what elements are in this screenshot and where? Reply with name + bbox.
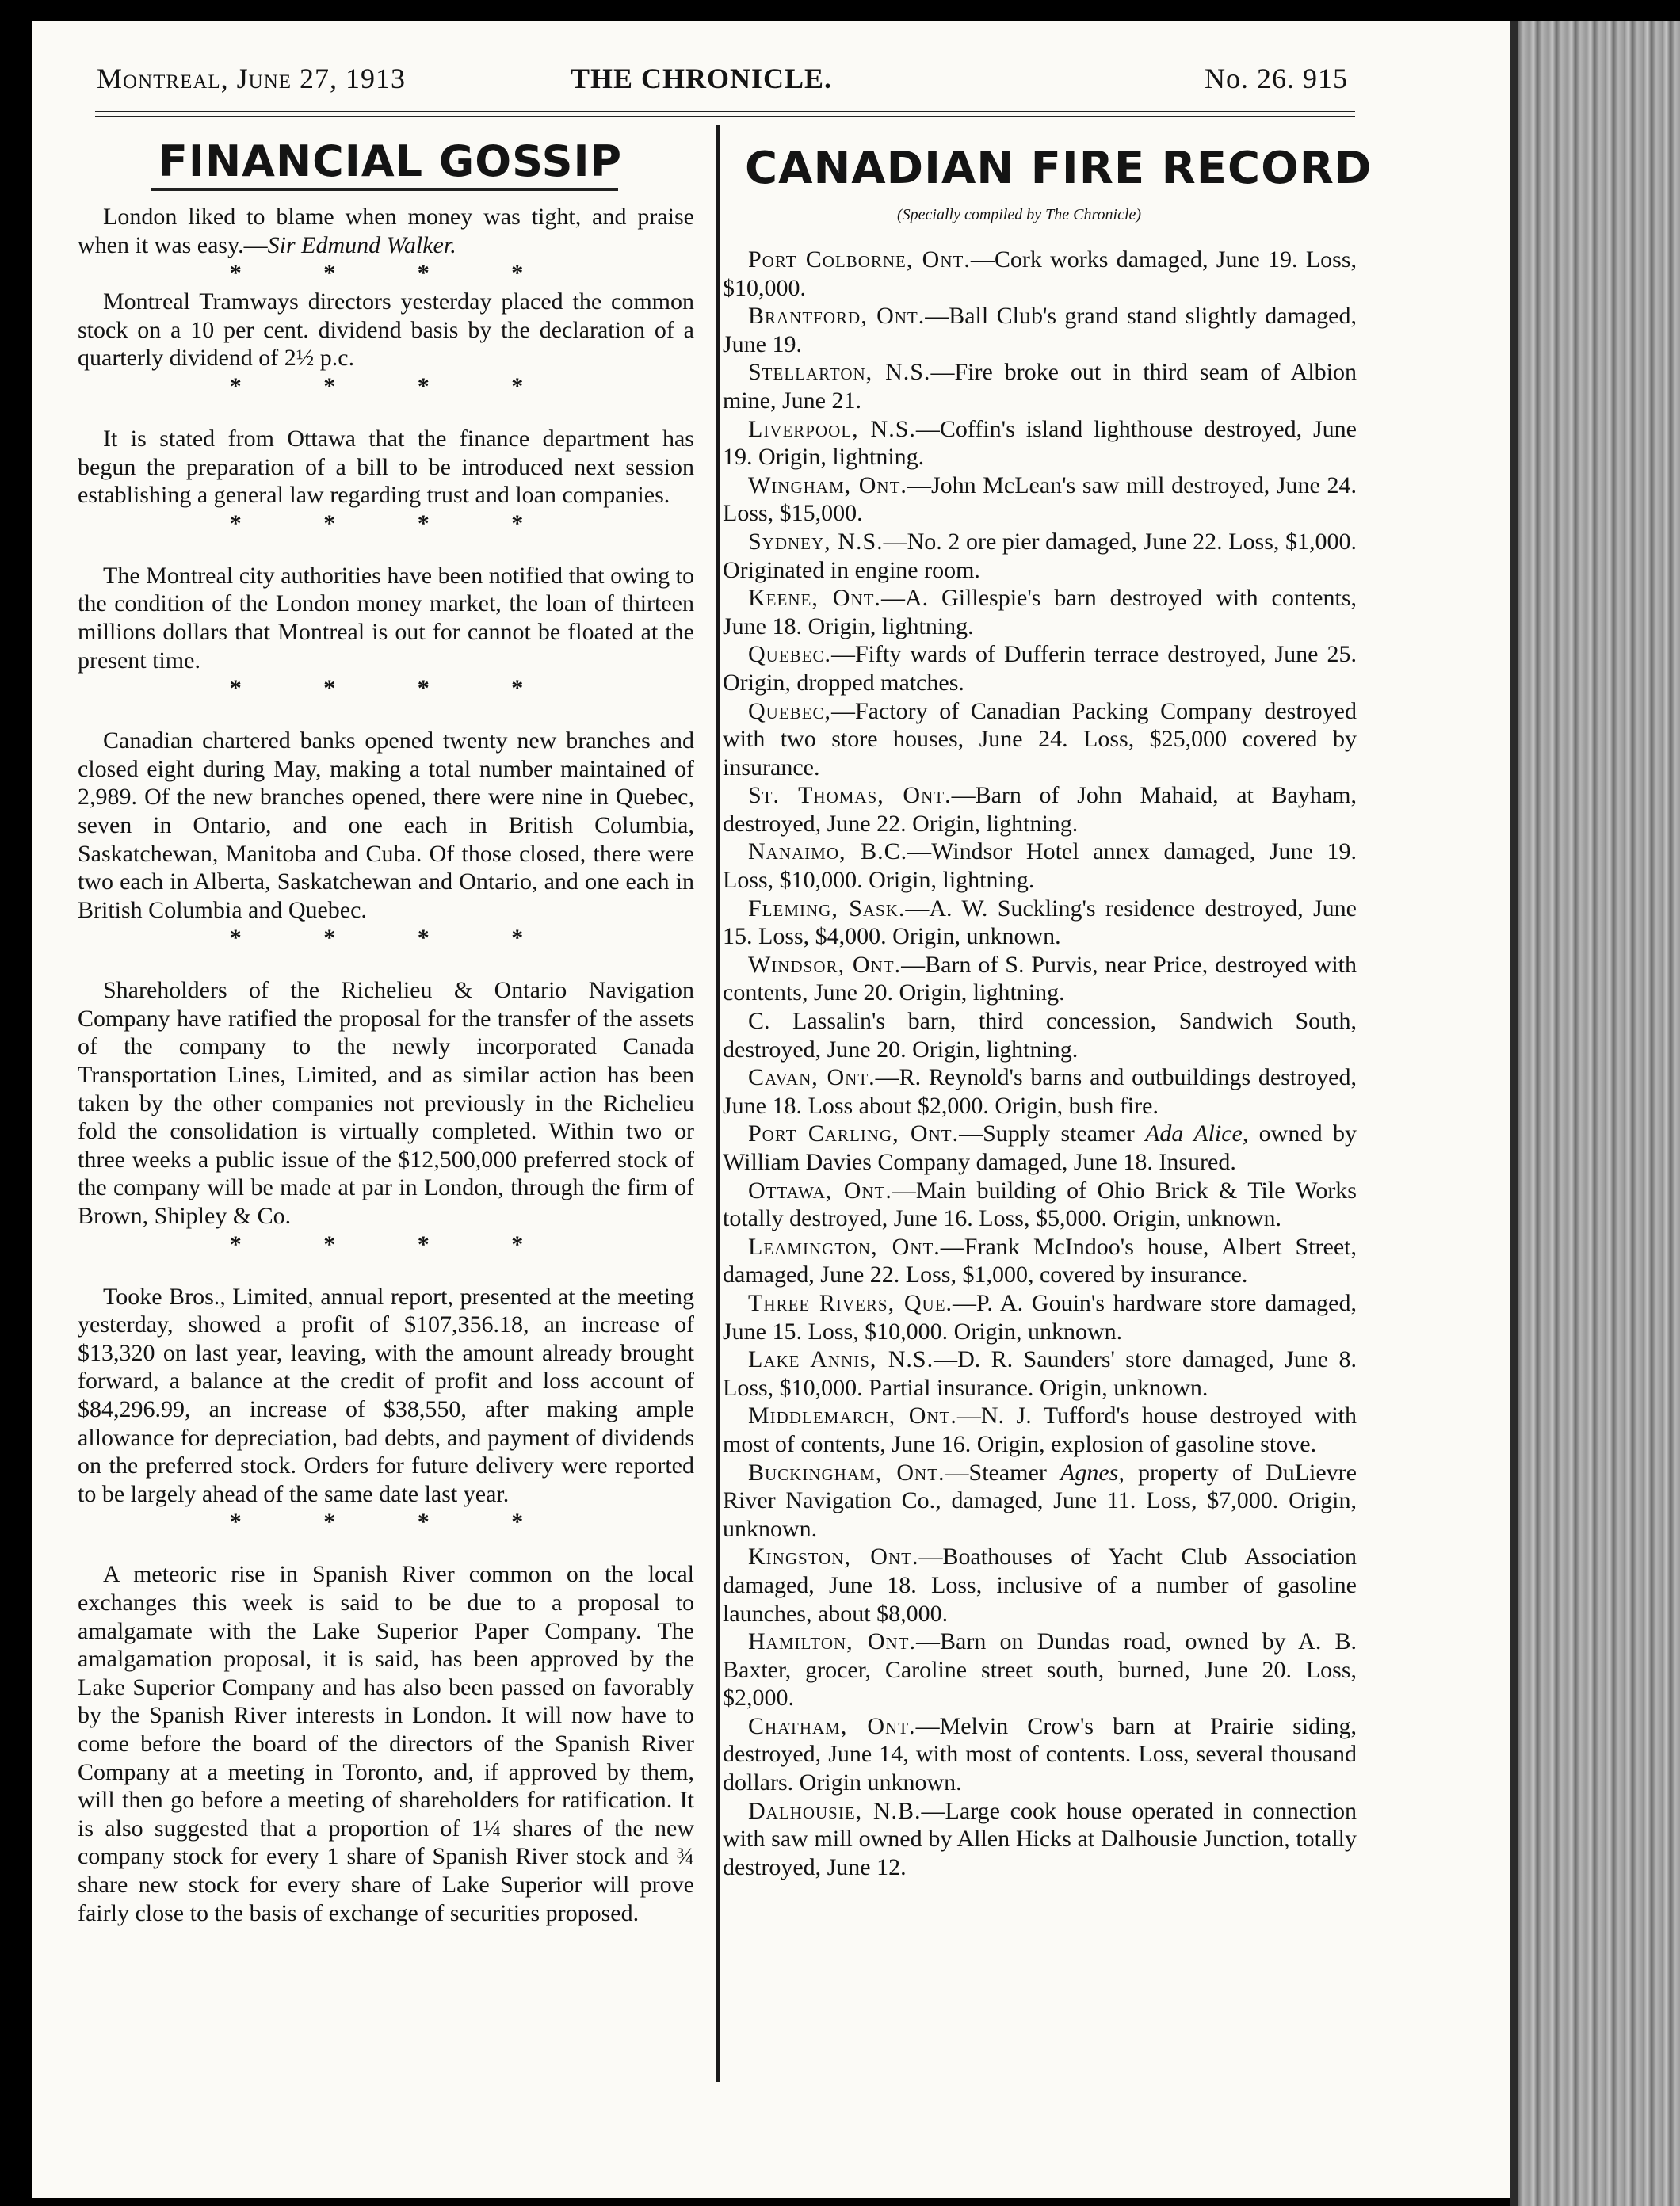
paragraph-gap — [78, 401, 694, 425]
fire-entry-place: Brantford, Ont. — [748, 303, 926, 330]
fire-entry — [723, 640, 1357, 697]
financial-gossip-column — [78, 203, 694, 1927]
gossip-text: It is stated from Ottawa that the finance department has begun the preparation of a bill to be introduced next session establishing a general law regarding trust and loan companies. — [78, 425, 694, 509]
paragraph-gap — [78, 538, 694, 562]
fire-entry-text: —Barn on Dundas road, owned by A. B. Baxter, grocer, Caroline street south, burned, June 20. Loss, $2,000. — [723, 1628, 1357, 1712]
gossip-text: Tooke Bros., Limited, annual report, presented at the meeting yesterday, showed a profit of $107,356.18, an increase of $13,320 on last year, leaving, with the amount already brought forward, a balance at the credit of profit and loss account of $84,296.99, an increase of $38,550, after making ample allowance for depreciation, bad debts, and payment of dividends on the preferred stock. Orders for future delivery were reported to be largely ahead of the same date last year. — [78, 1283, 694, 1507]
fire-entry — [723, 415, 1357, 471]
dateline: Montreal, June 27, 1913 — [97, 63, 407, 94]
fire-entry-place: Dalhousie, N.B. — [748, 1797, 922, 1824]
gossip-text: London liked to blame when money was tight, and praise when it was easy.— — [78, 204, 694, 258]
fire-entry-text: —Steamer — [945, 1459, 1061, 1486]
fire-record-column — [723, 246, 1357, 1881]
fire-entry — [723, 1233, 1357, 1289]
column-divider — [716, 125, 720, 2082]
fire-entry-place: Quebec, — [748, 697, 831, 724]
fire-entry-text: —Barn of S. Purvis, near Price, destroyed with contents, June 20. Origin, lightning. — [723, 951, 1357, 1006]
fire-entry-place: Port Colborne, Ont. — [748, 246, 971, 273]
fire-entry — [723, 584, 1357, 640]
fire-entry-place: Wingham, Ont. — [748, 471, 907, 498]
fire-entry-text: —N. J. Tufford's house destroyed with most of contents, June 16. Origin, explosion of gasoline stove. — [723, 1403, 1357, 1457]
paragraph-gap — [78, 1536, 694, 1560]
gossip-paragraph — [78, 1283, 694, 1509]
fire-entry-place: Kingston, Ont. — [748, 1544, 919, 1571]
fire-entry — [723, 1120, 1357, 1176]
fire-entry — [723, 697, 1357, 782]
fire-entry-text: C. Lassalin's barn, third concession, Sandwich South, destroyed, June 20. Origin, lightning. — [723, 1008, 1357, 1063]
section-separator-stars: * * * * — [229, 675, 562, 702]
fire-entry-text: —Frank McIndoo's house, Albert Street, damaged, June 22. Loss, $1,000, covered by insurance. — [723, 1233, 1357, 1288]
gossip-text: A meteoric rise in Spanish River common on the local exchanges this week is said to be due to a proposal to amalgamate with the Lake Superior Paper Company. The amalgamation proposal, it is said, has been approved by the Lake Superior Company and has also been passed on favorably by the Spanish River interests in London. It will now have to come before the board of the directors of the Spanish River Company at a meeting in Toronto, and, if approved by them, will then go before a meeting of shareholders for ratification. It is also suggested that a proportion of 1¼ shares of the new company stock for every 1 share of Spanish River stock and ¾ share new stock for every share of Lake Superior will prove fairly close to the basis of exchange of securities proposed. — [78, 1561, 694, 1926]
section-separator-stars: * * * * — [229, 1231, 562, 1258]
section-separator-stars: * * * * — [229, 1509, 562, 1536]
fire-entry — [723, 302, 1357, 358]
fire-entry-place: Lake Annis, N.S. — [748, 1346, 934, 1373]
gossip-attribution: Sir Edmund Walker. — [267, 231, 456, 258]
gossip-paragraph — [78, 1560, 694, 1927]
fire-entry-text: —Main building of Ohio Brick & Tile Works totally destroyed, June 16. Loss, $5,000. Origin, unknown. — [723, 1177, 1357, 1232]
fire-entry-place: Quebec. — [748, 641, 831, 668]
gossip-paragraph — [78, 976, 694, 1230]
fire-entry-text: —D. R. Saunders' store damaged, June 8. Loss, $10,000. Partial insurance. Origin, unknown. — [723, 1346, 1357, 1401]
fire-entry-text: —A. Gillespie's barn destroyed with contents, June 18. Origin, lightning. — [723, 585, 1357, 639]
fire-entry-place: Sydney, N.S. — [748, 528, 884, 555]
fire-entry — [723, 838, 1357, 894]
fire-entry — [723, 471, 1357, 528]
fire-entry-place: Hamilton, Ont. — [748, 1628, 917, 1655]
gossip-paragraph — [78, 203, 694, 259]
gossip-text: The Montreal city authorities have been notified that owing to the condition of the London money market, the loan of thirteen millions dollars that Montreal is out for cannot be floated at the present time. — [78, 562, 694, 674]
fire-entry-text: —No. 2 ore pier damaged, June 22. Loss, $1,000. Originated in engine room. — [723, 528, 1357, 583]
fire-entry — [723, 895, 1357, 951]
fire-entry-text: —Boathouses of Yacht Club Association damaged, June 18. Loss, inclusive of a number of gasoline launches, about $8,000. — [723, 1544, 1357, 1627]
gossip-paragraph — [78, 727, 694, 924]
fire-entry-text: —Melvin Crow's barn at Prairie siding, destroyed, June 14, with most of contents. Loss, several thousand dollars. Origin unknown. — [723, 1712, 1357, 1796]
section-separator-stars: * * * * — [229, 372, 562, 399]
fire-entry-place: Port Carling, Ont. — [748, 1120, 960, 1147]
fire-entry — [723, 781, 1357, 838]
vessel-name: Ada Alice, — [1145, 1120, 1249, 1147]
paragraph-gap — [78, 1259, 694, 1283]
fire-entry — [723, 1177, 1357, 1233]
gossip-text: Canadian chartered banks opened twenty new branches and closed eight during May, making a total number maintained of 2,989. Of the new branches opened, there were nine in Quebec, seven in Ontario, and one each in British Columbia, Saskatchewan, Manitoba and Cuba. Of those closed, there were two each in Alberta, Saskatchewan and Ontario, and one each in British Columbia and Quebec. — [78, 727, 694, 923]
fire-entry-text: —P. A. Gouin's hardware store damaged, June 15. Loss, $10,000. Origin, unknown. — [723, 1289, 1357, 1345]
gossip-text: Montreal Tramways directors yesterday placed the common stock on a 10 per cent. dividend basis by the declaration of a quarterly dividend of 2½ p.c. — [78, 288, 694, 372]
fire-entry — [723, 1007, 1357, 1063]
fire-entry-text: —Large cook house operated in connection with saw mill owned by Allen Hicks at Dalhousie Junction, totally destroyed, June 12. — [723, 1797, 1357, 1880]
fire-entry-text: —Coffin's island lighthouse destroyed, June 19. Origin, lightning. — [723, 415, 1357, 471]
fire-entry-place: St. Thomas, Ont. — [748, 782, 952, 809]
fire-entry-text: —Barn of John Mahaid, at Bayham, destroyed, June 22. Origin, lightning. — [723, 782, 1357, 837]
fire-entry-text: —John McLean's saw mill destroyed, June 24. Loss, $15,000. — [723, 471, 1357, 527]
fire-entry — [723, 1712, 1357, 1797]
fire-entry-text: —A. W. Suckling's residence destroyed, June 15. Loss, $4,000. Origin, unknown. — [723, 895, 1357, 950]
section-separator-stars: * * * * — [229, 925, 562, 952]
fire-entry-text: —Factory of Canadian Packing Company destroyed with two store houses, June 24. Loss, $25,000 covered by insurance. — [723, 697, 1357, 780]
fire-entry — [723, 528, 1357, 584]
fire-entry-place: Liverpool, N.S. — [748, 415, 916, 442]
fire-entry-place: Windsor, Ont. — [748, 951, 902, 978]
fire-entry-text: —Windsor Hotel annex damaged, June 19. Loss, $10,000. Origin, lightning. — [723, 838, 1357, 894]
paragraph-gap — [78, 703, 694, 727]
fire-entry-place: Keene, Ont. — [748, 585, 881, 612]
fire-entry — [723, 951, 1357, 1007]
fire-entry-place: Chatham, Ont. — [748, 1712, 916, 1739]
fire-entry-text-cont: property of DuLievre River Navigation Co., damaged, June 11. Loss, $7,000. Origin, unknown. — [723, 1459, 1357, 1542]
fire-entry — [723, 1459, 1357, 1544]
fire-entry-text: —Ball Club's grand stand slightly damaged, June 19. — [723, 303, 1357, 357]
fire-entry-text: —Cork works damaged, June 19. Loss, $10,000. — [723, 246, 1357, 301]
fire-entry-text: —Fifty wards of Dufferin terrace destroyed, June 25. Origin, dropped matches. — [723, 641, 1357, 696]
issue-page-number: No. 26. 915 — [1205, 63, 1348, 94]
page-shadow — [1510, 21, 1518, 2206]
publication-name: THE CHRONICLE. — [571, 63, 833, 94]
fire-entry-place: Middlemarch, Ont. — [748, 1403, 957, 1429]
fire-entry — [723, 1797, 1357, 1882]
fire-entry-place: Stellarton, N.S. — [748, 359, 931, 386]
fire-entry-place: Buckingham, Ont. — [748, 1459, 945, 1486]
book-page-edges — [1510, 21, 1680, 2206]
fire-entry-place: Leamington, Ont. — [748, 1233, 941, 1260]
fire-entry-place: Ottawa, Ont. — [748, 1177, 892, 1204]
fire-entry — [723, 1063, 1357, 1120]
fire-entry — [723, 1543, 1357, 1628]
financial-gossip-title: FINANCIAL GOSSIP — [158, 136, 623, 186]
fire-entry — [723, 1402, 1357, 1458]
gossip-paragraph — [78, 562, 694, 674]
gossip-paragraph — [78, 425, 694, 510]
title-underline — [151, 188, 618, 191]
fire-entry — [723, 1345, 1357, 1402]
paragraph-gap — [78, 952, 694, 976]
fire-record-subtitle: (Specially compiled by The Chronicle) — [897, 206, 1142, 223]
fire-entry — [723, 358, 1357, 414]
fire-entry-text-cont: owned by William Davies Company damaged, June 18. Insured. — [723, 1120, 1357, 1175]
fire-entry-place: Three Rivers, Que. — [748, 1289, 953, 1316]
vessel-name: Agnes, — [1060, 1459, 1124, 1486]
fire-entry-text: —R. Reynold's barns and outbuildings destroyed, June 18. Loss about $2,000. Origin, bush fire. — [723, 1064, 1357, 1119]
fire-entry-place: Cavan, Ont. — [748, 1064, 876, 1091]
fire-entry-place: Fleming, Sask. — [748, 895, 906, 922]
section-separator-stars: * * * * — [229, 510, 562, 536]
gossip-paragraph — [78, 288, 694, 372]
fire-entry-place: Nanaimo, B.C. — [748, 838, 908, 865]
gossip-text: Shareholders of the Richelieu & Ontario Navigation Company have ratified the proposal for the transfer of the assets of the company to the newly incorporated Canada Transportation Lines, Limited, and as similar action has been taken by the other companies not previously in the Richelieu fold the consolidation is virtually completed. Within two or three weeks a public issue of the $12,500,000 preferred stock of the company will be made at par in London, through the firm of Brown, Shipley & Co. — [78, 977, 694, 1230]
fire-entry-text: —Fire broke out in third seam of Albion mine, June 21. — [723, 359, 1357, 414]
fire-entry-text: —Supply steamer — [959, 1120, 1146, 1147]
header-rule — [95, 111, 1355, 117]
fire-entry — [723, 1289, 1357, 1345]
fire-entry — [723, 1628, 1357, 1712]
section-separator-stars: * * * * — [229, 260, 562, 287]
fire-record-title: CANADIAN FIRE RECORD — [745, 143, 1373, 194]
fire-entry — [723, 246, 1357, 302]
